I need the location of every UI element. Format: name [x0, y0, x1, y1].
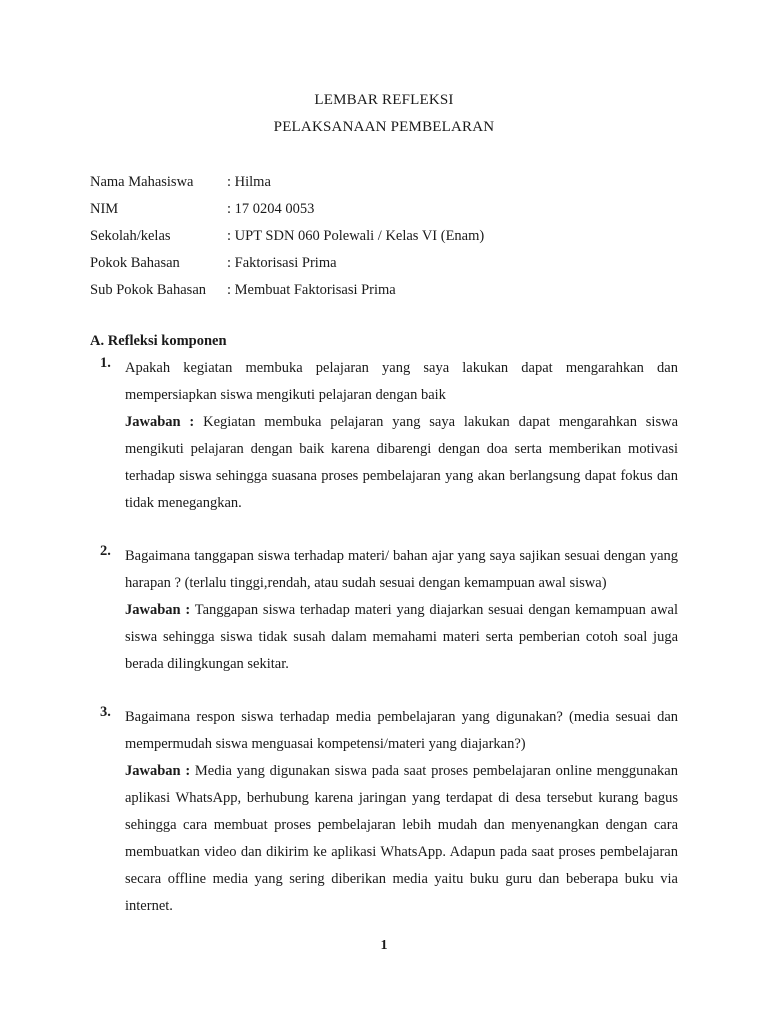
- item-body: [125, 355, 678, 517]
- identity-value: : UPT SDN 060 Polewali / Kelas VI (Enam): [227, 228, 485, 244]
- identity-value: : Faktorisasi Prima: [227, 255, 337, 271]
- reflection-item: [100, 704, 678, 920]
- identity-label: NIM: [90, 201, 119, 217]
- item-body: [125, 543, 678, 678]
- identity-label: Nama Mahasiswa: [90, 174, 194, 190]
- identity-label: Sekolah/kelas: [90, 228, 171, 244]
- identity-value: : 17 0204 0053: [227, 201, 315, 217]
- identity-label: Pokok Bahasan: [90, 255, 180, 271]
- answer-text: Media yang digunakan siswa pada saat proses pembelajaran online menggunakan aplikasi WhatsApp, berhubung karena jaringan yang terdapat di desa tersebut kurang bagus sehingga cara membuat proses pembelajaran lebih mudah dan menyenangkan dengan cara membuatkan video dan dikirim ke aplikasi WhatsApp. Adapun pada saat proses pembelajaran secara offline media yang sering diberikan media yaitu buku guru dan beberapa buku via internet.: [125, 763, 678, 914]
- answer-label: Jawaban :: [125, 602, 191, 618]
- answer-text: Kegiatan membuka pelajaran yang saya lakukan dapat mengarahkan siswa mengikuti pelajaran dengan baik karena dibarengi dengan doa serta memberikan motivasi terhadap siswa sehingga suasana proses pembelajaran yang akan berlangsung dapat fokus dan tidak menegangkan.: [125, 414, 679, 511]
- identity-label: Sub Pokok Bahasan: [90, 282, 206, 298]
- answer-text: Tanggapan siswa terhadap materi yang diajarkan sesuai dengan kemampuan awal siswa sehingga siswa tidak susah dalam memahami materi serta pemberian cotoh soal juga berada dilingkungan sekitar.: [125, 602, 679, 672]
- page-number: 1: [380, 938, 388, 953]
- reflection-item: [100, 355, 678, 517]
- identity-value: : Hilma: [227, 174, 271, 190]
- question-text: Bagaimana tanggapan siswa terhadap materi/ bahan ajar yang saya sajikan sesuai dengan yang harapan ? (terlalu tinggi,rendah, atau sudah sesuai dengan kemampuan awal siswa): [125, 548, 678, 591]
- item-number: 2.: [100, 543, 111, 559]
- reflection-item: [100, 543, 678, 678]
- answer-label: Jawaban :: [125, 414, 195, 430]
- question-text: Bagaimana respon siswa terhadap media pembelajaran yang digunakan? (media sesuai dan mempermudah siswa menguasai kompetensi/materi yang diajarkan?): [125, 709, 678, 752]
- answer-paragraph: [125, 597, 678, 678]
- item-body: [125, 704, 678, 920]
- item-number: 1.: [100, 355, 111, 371]
- page-title-line-2: PELAKSANAAN PEMBELARAN: [273, 119, 495, 135]
- answer-label: Jawaban :: [125, 763, 191, 779]
- item-number: 3.: [100, 704, 111, 720]
- answer-paragraph: [125, 758, 678, 920]
- question-text: Apakah kegiatan membuka pelajaran yang saya lakukan dapat mengarahkan dan mempersiapkan siswa mengikuti pelajaran dengan baik: [125, 360, 678, 403]
- identity-value: : Membuat Faktorisasi Prima: [227, 282, 396, 298]
- answer-paragraph: [125, 409, 678, 517]
- section-heading: A. Refleksi komponen: [90, 333, 227, 349]
- page-title-line-1: LEMBAR REFLEKSI: [314, 92, 454, 108]
